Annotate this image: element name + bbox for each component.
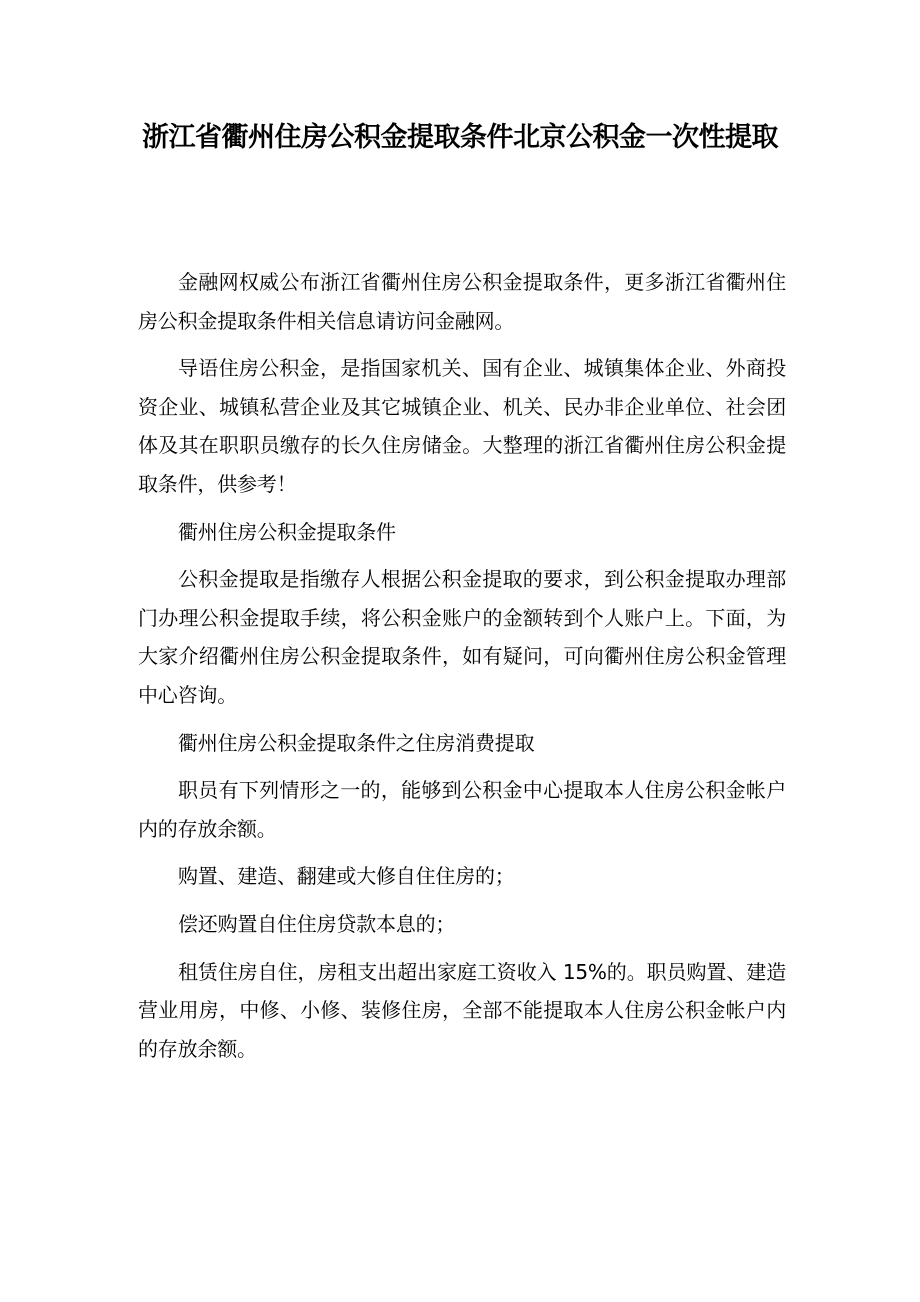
- document-body: [138, 263, 786, 1077]
- document-title: 浙江省衢州住房公积金提取条件北京公积金一次性提取: [142, 122, 778, 153]
- list-item-rental: 租赁住房自住，房租支出超出家庭工资收入 15%的。职员购置、建造营业用房，中修、小修、装修住房，全部不能提取本人住房公积金帐户内的存放余额。: [138, 959, 786, 1061]
- paragraph-situations: 职员有下列情形之一的，能够到公积金中心提取本人住房公积金帐户内的存放余额。: [138, 778, 786, 841]
- list-item-repayment: 偿还购置自住住房贷款本息的；: [178, 911, 456, 936]
- section-heading-conditions: 衢州住房公积金提取条件: [178, 519, 396, 544]
- section-heading-consumption: 衢州住房公积金提取条件之住房消费提取: [178, 730, 535, 755]
- paragraph-lead: 导语住房公积金，是指国家机关、国有企业、城镇集体企业、外商投资企业、城镇私营企业及其它城镇企业、机关、民办非企业单位、社会团体及其在职职员缴存的长久住房储金。大整理的浙江省衢州住房公积金提取条件，供参考！: [138, 356, 786, 496]
- paragraph-intro: 金融网权威公布浙江省衢州住房公积金提取条件，更多浙江省衢州住房公积金提取条件相关信息请访问金融网。: [138, 270, 786, 333]
- list-item-purchase: 购置、建造、翻建或大修自住住房的；: [178, 864, 515, 889]
- paragraph-definition: 公积金提取是指缴存人根据公积金提取的要求，到公积金提取办理部门办理公积金提取手续，将公积金账户的金额转到个人账户上。下面，为大家介绍衢州住房公积金提取条件，如有疑问，可向衢州住房公积金管理中心咨询。: [138, 567, 786, 707]
